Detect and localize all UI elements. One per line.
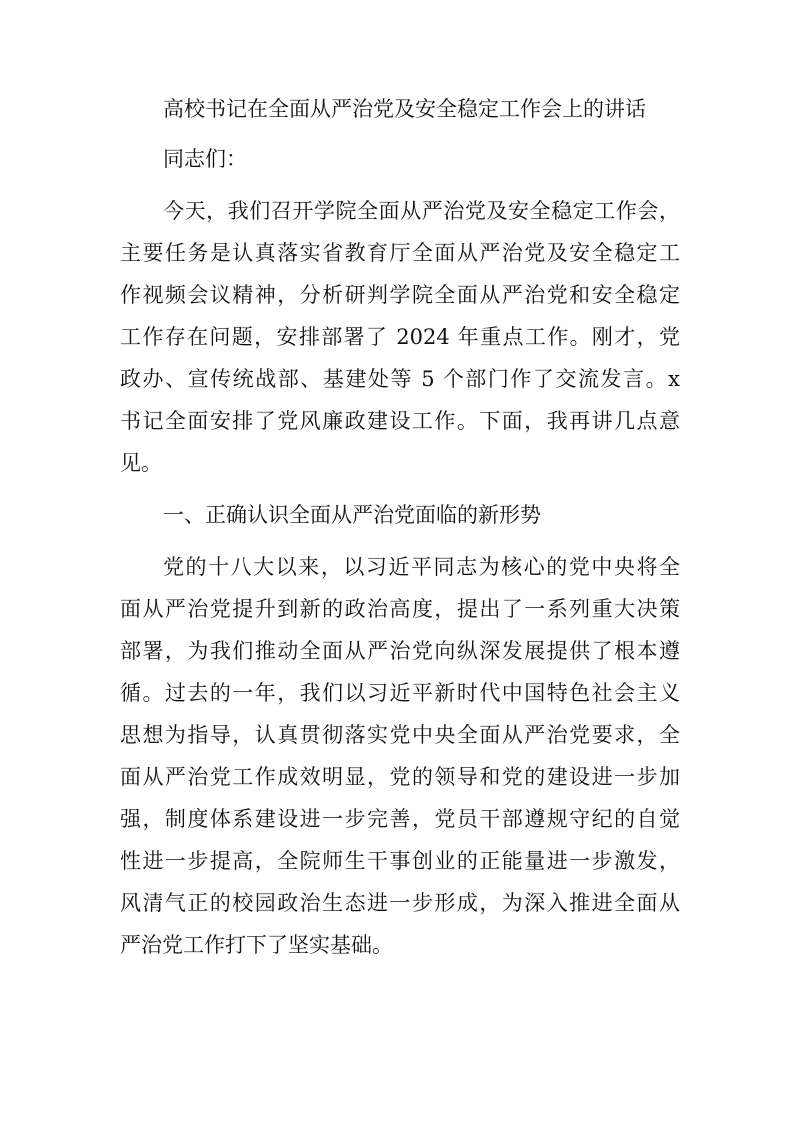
paragraph-line: 性进一步提高，全院师生干事创业的正能量进一步激发， bbox=[120, 849, 680, 873]
paragraph-line: 工作存在问题，安排部署了 2024 年重点工作。刚才，党 bbox=[120, 325, 680, 349]
paragraph-line: 思想为指导，认真贯彻落实党中央全面从严治党要求，全 bbox=[120, 723, 680, 747]
paragraph-line: 严治党工作打下了坚实基础。 bbox=[120, 933, 393, 957]
paragraph-line: 主要任务是认真落实省教育厅全面从严治党及安全稳定工 bbox=[120, 241, 680, 265]
paragraph-line: 政办、宣传统战部、基建处等 5 个部门作了交流发言。x bbox=[120, 367, 680, 391]
paragraph-line: 作视频会议精神，分析研判学院全面从严治党和安全稳定 bbox=[120, 283, 680, 307]
paragraph-line: 面从严治党工作成效明显，党的领导和党的建设进一步加 bbox=[120, 765, 680, 789]
paragraph-line: 强，制度体系建设进一步完善，党员干部遵规守纪的自觉 bbox=[120, 807, 680, 831]
paragraph-line: 书记全面安排了党风廉政建设工作。下面，我再讲几点意 bbox=[120, 409, 680, 433]
section-heading: 一、正确认识全面从严治党面临的新形势 bbox=[163, 503, 541, 527]
document-title: 高校书记在全面从严治党及安全稳定工作会上的讲话 bbox=[163, 97, 646, 121]
paragraph-line: 部署，为我们推动全面从严治党向纵深发展提供了根本遵 bbox=[120, 639, 680, 663]
paragraph-line: 党的十八大以来，以习近平同志为核心的党中央将全 bbox=[163, 555, 680, 579]
paragraph-line: 循。过去的一年，我们以习近平新时代中国特色社会主义 bbox=[120, 681, 680, 705]
salutation: 同志们： bbox=[163, 147, 247, 171]
paragraph-line: 面从严治党提升到新的政治高度，提出了一系列重大决策 bbox=[120, 597, 680, 621]
paragraph-line: 见。 bbox=[120, 451, 162, 475]
paragraph-line: 今天，我们召开学院全面从严治党及安全稳定工作会， bbox=[163, 199, 680, 223]
paragraph-line: 风清气正的校园政治生态进一步形成，为深入推进全面从 bbox=[120, 891, 680, 915]
